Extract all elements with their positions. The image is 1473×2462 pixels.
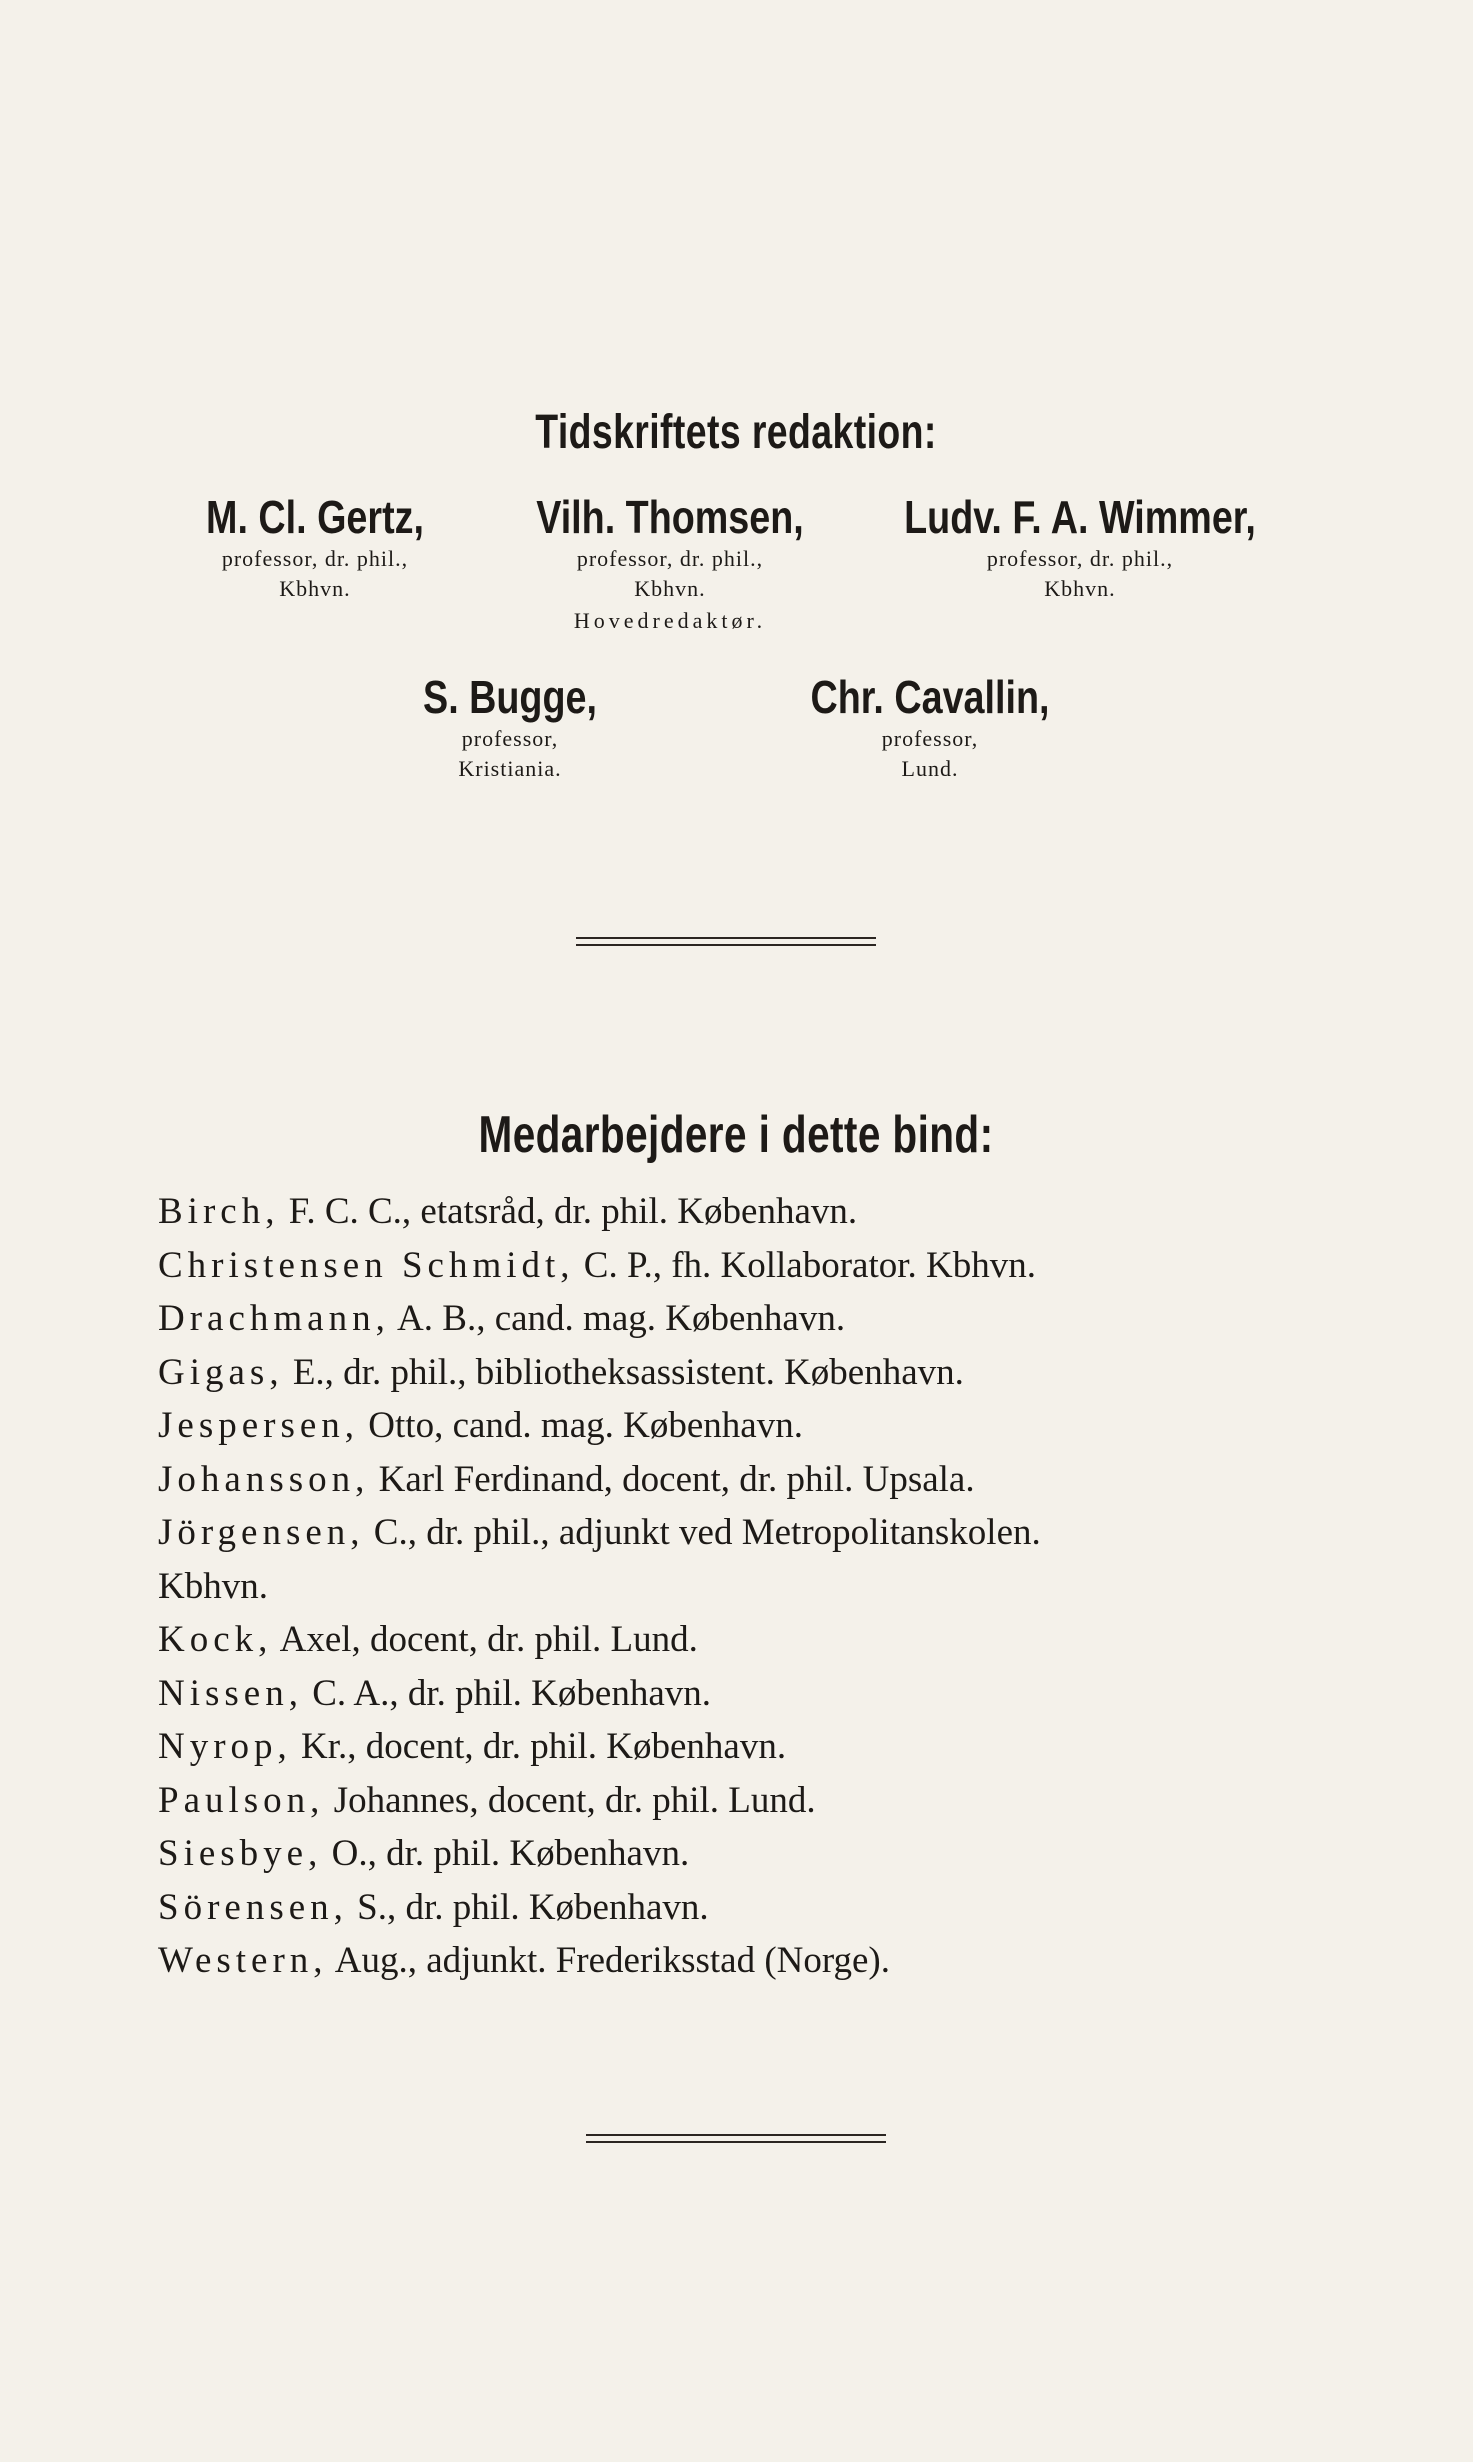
editor-place: Kristiania. — [458, 756, 562, 781]
editor-name: M. Cl. Gertz, — [206, 491, 424, 543]
contributor-entry — [158, 1621, 698, 1658]
editor-name: Ludv. F. A. Wimmer, — [904, 491, 1256, 543]
contributor-details: Karl Ferdinand, docent, dr. phil. Upsala. — [369, 1459, 975, 1500]
editor-place: Kbhvn. — [634, 576, 706, 601]
contributor-entry — [158, 1835, 689, 1872]
contributor-entry — [158, 1728, 786, 1765]
contributor-surname: Nissen, — [158, 1673, 303, 1714]
contributor-surname: Kock, — [158, 1619, 273, 1660]
contributor-details: F. C. C., etatsråd, dr. phil. København. — [279, 1191, 858, 1232]
contributor-details: S., dr. phil. København. — [347, 1887, 709, 1928]
contributor-details: Aug., adjunkt. Frederiksstad (Norge). — [327, 1940, 891, 1981]
contributor-details: Johannes, docent, dr. phil. Lund. — [324, 1780, 816, 1821]
divider-top-line-2 — [576, 944, 876, 946]
editor-title: professor, dr. phil., — [986, 546, 1174, 571]
contributor-surname: Birch, — [158, 1191, 280, 1232]
contributor-details: Kr., docent, dr. phil. København. — [291, 1726, 787, 1767]
editor-name: Vilh. Thomsen, — [536, 491, 804, 543]
editor-name: Chr. Cavallin, — [810, 671, 1050, 723]
editor-title: professor, — [461, 726, 559, 751]
contributor-surname: Johansson, — [158, 1459, 370, 1500]
contributor-details: Kbhvn. — [158, 1566, 268, 1607]
editor-wimmer — [850, 490, 1310, 602]
editor-role: Hovedredaktør. — [573, 608, 767, 633]
contributor-entry — [158, 1782, 816, 1819]
contributor-surname: Christensen Schmidt, — [158, 1245, 575, 1286]
contributor-details: A. B., cand. mag. København. — [389, 1298, 846, 1339]
contributor-entry — [158, 1247, 1036, 1284]
editor-title: professor, dr. phil., — [576, 546, 764, 571]
editor-name: S. Bugge, — [423, 671, 597, 723]
divider-top-line-1 — [576, 937, 876, 939]
contributor-entry — [158, 1514, 1041, 1551]
contributor-entry — [158, 1568, 268, 1605]
contributor-surname: Siesbye, — [158, 1833, 323, 1874]
editorial-heading: Tidskriftets redaktion: — [535, 406, 937, 459]
contributor-details: E., dr. phil., bibliotheksassistent. København. — [283, 1352, 964, 1393]
editor-title: professor, — [881, 726, 979, 751]
contributor-surname: Paulson, — [158, 1780, 325, 1821]
editor-place: Lund. — [901, 756, 959, 781]
contributor-surname: Gigas, — [158, 1352, 284, 1393]
editor-place: Kbhvn. — [279, 576, 351, 601]
contributor-details: O., dr. phil. København. — [322, 1833, 690, 1874]
contributor-details: C. P., fh. Kollaborator. Kbhvn. — [574, 1245, 1036, 1286]
contributor-entry — [158, 1675, 711, 1712]
contributor-details: C. A., dr. phil. København. — [302, 1673, 711, 1714]
divider-bottom-line-1 — [586, 2134, 886, 2136]
contributor-entry — [158, 1193, 857, 1230]
contributor-surname: Nyrop, — [158, 1726, 292, 1767]
contributor-entry — [158, 1461, 975, 1498]
contributor-entry — [158, 1942, 890, 1979]
editor-gertz — [150, 490, 480, 602]
editor-cavallin — [770, 670, 1090, 782]
contributor-entry — [158, 1300, 845, 1337]
contributor-details: Axel, docent, dr. phil. Lund. — [272, 1619, 698, 1660]
contributors-heading: Medarbejdere i dette bind: — [478, 1106, 994, 1164]
divider-bottom-line-2 — [586, 2141, 886, 2143]
editor-thomsen — [500, 490, 840, 634]
contributor-details: Otto, cand. mag. København. — [359, 1405, 803, 1446]
contributor-entry — [158, 1354, 964, 1391]
contributor-surname: Jespersen, — [158, 1405, 360, 1446]
contributor-details: C., dr. phil., adjunkt ved Metropolitanskolen. — [364, 1512, 1041, 1553]
contributor-entry — [158, 1407, 803, 1444]
editor-bugge — [380, 670, 640, 782]
contributor-entry — [158, 1889, 709, 1926]
contributor-surname: Western, — [158, 1940, 328, 1981]
contributor-surname: Drachmann, — [158, 1298, 390, 1339]
editor-title: professor, dr. phil., — [221, 546, 409, 571]
contributor-surname: Sörensen, — [158, 1887, 348, 1928]
editor-place: Kbhvn. — [1044, 576, 1116, 601]
contributor-surname: Jörgensen, — [158, 1512, 365, 1553]
